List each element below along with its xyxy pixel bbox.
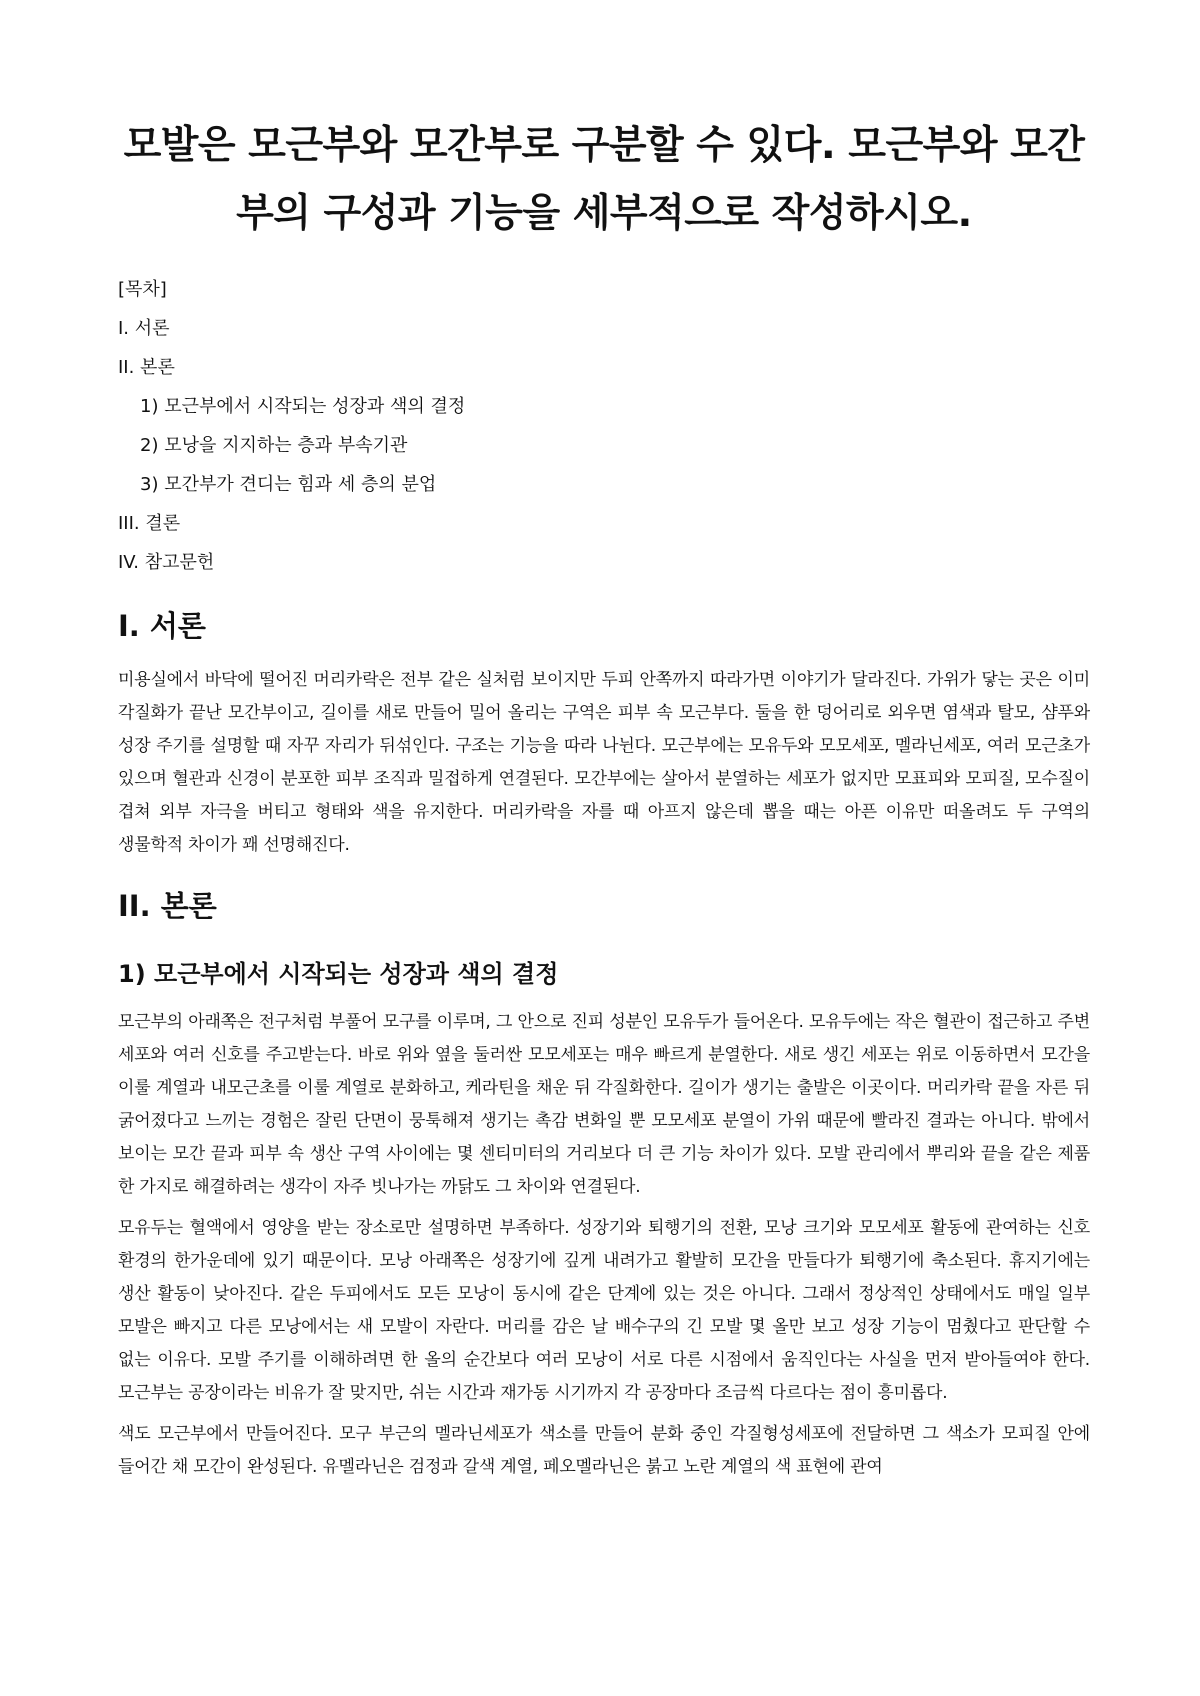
toc-item-body: II. 본론 xyxy=(118,357,175,378)
toc-item-body-3: 3) 모간부가 견디는 힘과 세 층의 분업 xyxy=(140,474,437,495)
toc-heading: [목차] xyxy=(118,279,167,300)
toc-item-conclusion: III. 결론 xyxy=(118,513,181,534)
subsection-heading-1: 1) 모근부에서 시작되는 성장과 색의 결정 xyxy=(118,960,559,988)
section-heading-body: II. 본론 xyxy=(118,889,217,923)
section-heading-intro: I. 서론 xyxy=(118,609,206,643)
document-title: 모발은 모근부와 모간부로 구분할 수 있다. 모근부와 모간부의 구성과 기능을 세부적으로 작성하시오. xyxy=(123,123,1085,236)
toc-item-body-2: 2) 모낭을 지지하는 층과 부속기관 xyxy=(140,435,408,456)
paragraph: 미용실에서 바닥에 떨어진 머리카락은 전부 같은 실처럼 보이지만 두피 안쪽까지 따라가면 이야기가 달라진다. 가위가 닿는 곳은 이미 각질화가 끝난 모간부이고, 길이를 새로 만들어 밀어 올리는 구역은 피부 속 모근부다. 둘을 한 덩어리로 외우면 염색과 탈모, 샴푸와 성장 주기를 설명할 때 자꾸 자리가 뒤섞인다. 구조는 기능을 따라 나뉜다. 모근부에는 모유두와 모모세포, 멜라닌세포, 여러 모근초가 있으며 혈관과 신경이 분포한 피부 조직과 밀접하게 연결된다. 모간부에는 살아서 분열하는 세포가 없지만 모표피와 모피질, 모수질이 겹쳐 외부 자극을 버티고 형태와 색을 유지한다. 머리카락을 자를 때 아프지 않은데 뽑을 때는 아픈 이유만 떠올려도 두 구역의 생물학적 차이가 꽤 선명해진다. xyxy=(118,670,1090,855)
section-intro xyxy=(118,606,1090,862)
toc-item-references: IV. 참고문헌 xyxy=(118,552,215,573)
toc-item-intro: I. 서론 xyxy=(118,318,170,339)
table-of-contents xyxy=(118,270,1090,582)
toc-item-body-1: 1) 모근부에서 시작되는 성장과 색의 결정 xyxy=(140,396,466,417)
paragraph: 색도 모근부에서 만들어진다. 모구 부근의 멜라닌세포가 색소를 만들어 분화 중인 각질형성세포에 전달하면 그 색소가 모피질 안에 들어간 채 모간이 완성된다. 유멜라닌은 검정과 갈색 계열, 페오멜라닌은 붉고 노란 계열의 색 표현에 관여 xyxy=(118,1424,1090,1477)
section-body xyxy=(118,886,1090,1484)
paragraph: 모유두는 혈액에서 영양을 받는 장소로만 설명하면 부족하다. 성장기와 퇴행기의 전환, 모낭 크기와 모모세포 활동에 관여하는 신호 환경의 한가운데에 있기 때문이다. 모낭 아래쪽은 성장기에 깊게 내려가고 활발히 모간을 만들다가 퇴행기에 축소된다. 휴지기에는 생산 활동이 낮아진다. 같은 두피에서도 모든 모낭이 동시에 같은 단계에 있는 것은 아니다. 그래서 정상적인 상태에서도 매일 일부 모발은 빠지고 다른 모낭에서는 새 모발이 자란다. 머리를 감은 날 배수구의 긴 모발 몇 올만 보고 성장 기능이 멈췄다고 판단할 수 없는 이유다. 모발 주기를 이해하려면 한 올의 순간보다 여러 모낭이 서로 다른 시점에서 움직인다는 사실을 먼저 받아들여야 한다. 모근부는 공장이라는 비유가 잘 맞지만, 쉬는 시간과 재가동 시기까지 각 공장마다 조금씩 다르다는 점이 흥미롭다. xyxy=(118,1218,1090,1403)
paragraph: 모근부의 아래쪽은 전구처럼 부풀어 모구를 이루며, 그 안으로 진피 성분인 모유두가 들어온다. 모유두에는 작은 혈관이 접근하고 주변 세포와 여러 신호를 주고받는다. 바로 위와 옆을 둘러싼 모모세포는 매우 빠르게 분열한다. 새로 생긴 세포는 위로 이동하면서 모간을 이룰 계열과 내모근초를 이룰 계열로 분화하고, 케라틴을 채운 뒤 각질화한다. 길이가 생기는 출발은 이곳이다. 머리카락 끝을 자른 뒤 굵어졌다고 느끼는 경험은 잘린 단면이 뭉툭해져 생기는 촉감 변화일 뿐 모모세포 분열이 가위 때문에 빨라진 결과는 아니다. 밖에서 보이는 모간 끝과 피부 속 생산 구역 사이에는 몇 센티미터의 거리보다 더 큰 기능 차이가 있다. 모발 관리에서 뿌리와 끝을 같은 제품 한 가지로 해결하려는 생각이 자주 빗나가는 까닭도 그 차이와 연결된다. xyxy=(118,1012,1090,1197)
